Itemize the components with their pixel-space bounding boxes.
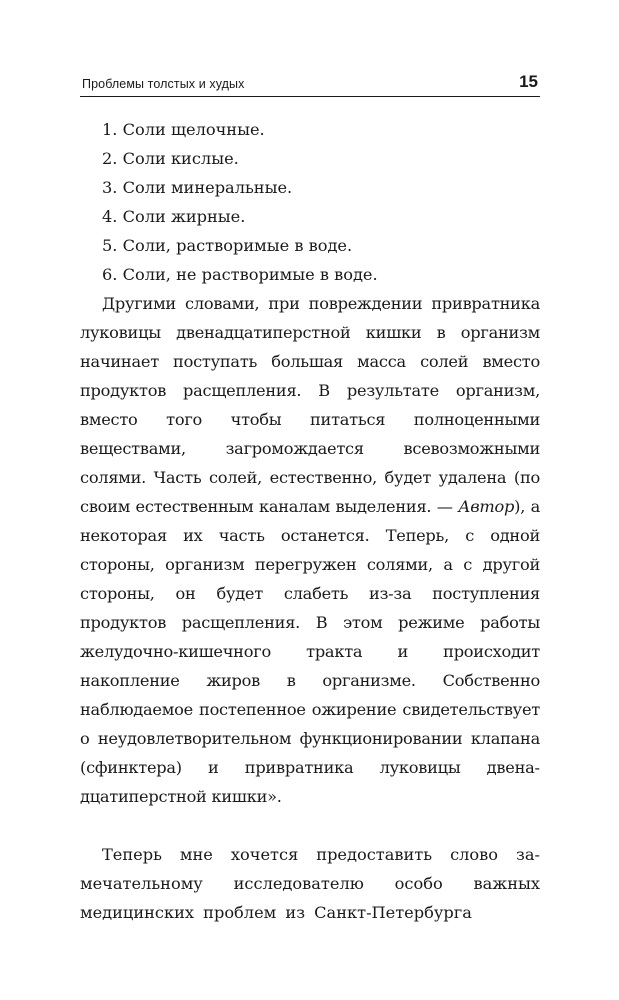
running-header-title: Проблемы толстых и худых: [82, 77, 245, 91]
paragraph-quote-text-end: ), а некоторая их часть останется. Теперь, с одной стороны, организм перегружен солями, а с другой стороны, он будет слабеть из-за поступления продуктов расщепления. В этом режиме работы желудочно-кишечного тракта и происходит накопление жиров в организме. Собственно наблюдаемое постепенное ожирение свидетельствует о неудовлетворительном функционировании клапана (сфинктера) и привратника луковицы двенадцатиперстной кишки».: [80, 497, 540, 806]
list-item: 1. Соли щелочные.: [102, 120, 265, 139]
page-number: 15: [519, 72, 538, 91]
list-item: 3. Соли минеральные.: [102, 178, 293, 197]
running-header: [80, 70, 540, 97]
paragraph-spacer: [80, 811, 540, 840]
paragraph-quote: [80, 289, 540, 811]
list-item: 6. Соли, не растворимые в воде.: [102, 265, 378, 284]
author-note: Автор: [458, 497, 515, 516]
body-text: [80, 115, 540, 927]
list-item: 2. Соли кислые.: [102, 149, 239, 168]
paragraph-quote-text-start: Другими словами, при повреждении привратника луковицы двенадцатиперстной кишки в организм начинает поступать большая масса солей вместо продуктов расщепления. В результате организм, вместо того чтобы питаться полноценными веществами, загромождается всевозможными солями. Часть солей, естественно, будет удалена (по своим естественным каналам выделения. —: [80, 294, 540, 516]
list-item: 4. Соли жирные.: [102, 207, 246, 226]
salt-types-list: [80, 115, 540, 289]
paragraph-intro: Теперь мне хочется предоставить слово замечательному исследователю особо важных медицинских проблем из Санкт-Петербурга: [80, 845, 540, 922]
list-item: 5. Соли, растворимые в воде.: [102, 236, 353, 255]
